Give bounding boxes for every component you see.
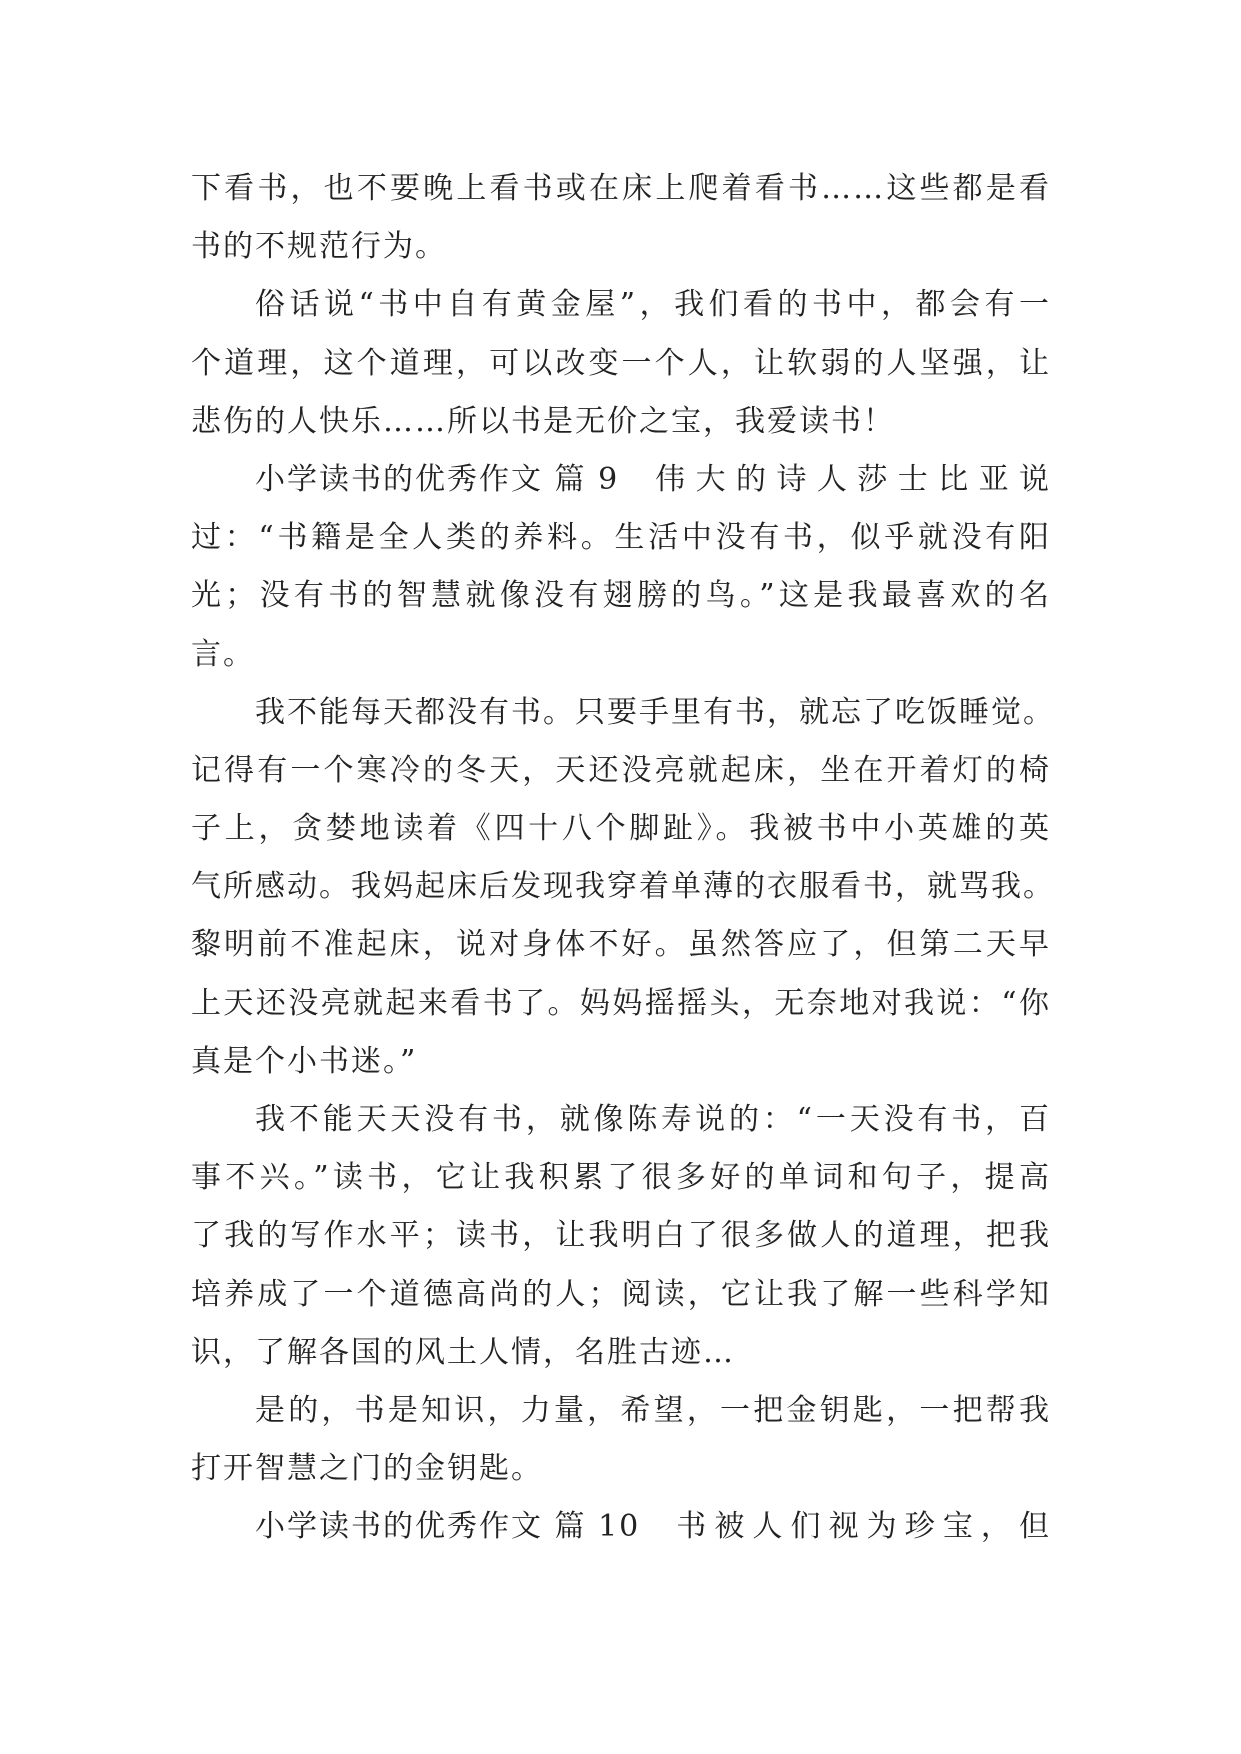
- article-body: [191, 160, 1055, 1557]
- paragraph-line: 事不兴。”读书，它让我积累了很多好的单词和句子，提高: [191, 1160, 1051, 1196]
- paragraph-line: 子上，贪婪地读着《四十八个脚趾》。我被书中小英雄的英: [191, 811, 1051, 847]
- paragraph-line: 培养成了一个道德高尚的人；阅读，它让我了解一些科学知: [191, 1276, 1051, 1312]
- paragraph-line: 记得有一个寒冷的冬天，天还没亮就起床，坐在开着灯的椅: [191, 752, 1051, 788]
- paragraph-line: 悲伤的人快乐……所以书是无价之宝，我爱读书！: [191, 403, 895, 439]
- paragraph-line: 俗话说“书中自有黄金屋”，我们看的书中，都会有一: [255, 287, 1051, 323]
- paragraph-line: 上天还没亮就起来看书了。妈妈摇摇头，无奈地对我说：“你: [191, 985, 1051, 1021]
- paragraph-line: 真是个小书迷。”: [191, 1043, 418, 1079]
- paragraph-line: 我不能每天都没有书。只要手里有书，就忘了吃饭睡觉。: [255, 694, 1055, 730]
- paragraph-line: 是的，书是知识，力量，希望，一把金钥匙，一把帮我: [255, 1392, 1051, 1428]
- paragraph-line: 识，了解各国的风土人情，名胜古迹…: [191, 1334, 735, 1370]
- paragraph-line: 过：“书籍是全人类的养料。生活中没有书，似乎就没有阳: [191, 520, 1051, 556]
- section-title: 小学读书的优秀作文 篇 10: [255, 1509, 641, 1545]
- paragraph-line: 书的不规范行为。: [191, 229, 447, 265]
- paragraph-line: 气所感动。我妈起床后发现我穿着单薄的衣服看书，就骂我。: [191, 869, 1055, 905]
- section-first-line: 伟大的诗人莎士比亚说: [655, 461, 1051, 497]
- paragraph-line: 个道理，这个道理，可以改变一个人，让软弱的人坚强，让: [191, 345, 1051, 381]
- paragraph-line: 打开智慧之门的金钥匙。: [191, 1451, 543, 1487]
- paragraph-line: 黎明前不准起床，说对身体不好。虽然答应了，但第二天早: [191, 927, 1051, 963]
- paragraph-line: 了我的写作水平；读书，让我明白了很多做人的道理，把我: [191, 1218, 1051, 1254]
- section-heading-10: [191, 1498, 1051, 1556]
- paragraph-line: 光；没有书的智慧就像没有翅膀的鸟。”这是我最喜欢的名: [191, 578, 1051, 614]
- paragraph-line: 我不能天天没有书，就像陈寿说的：“一天没有书，百: [255, 1102, 1051, 1137]
- section-title: 小学读书的优秀作文 篇 9: [255, 461, 620, 497]
- section-heading-9: [191, 451, 1051, 509]
- paragraph-line: 言。: [191, 636, 255, 672]
- paragraph-line: 下看书，也不要晚上看书或在床上爬着看书……这些都是看: [191, 171, 1051, 206]
- section-first-line: 书被人们视为珍宝，但: [676, 1509, 1051, 1545]
